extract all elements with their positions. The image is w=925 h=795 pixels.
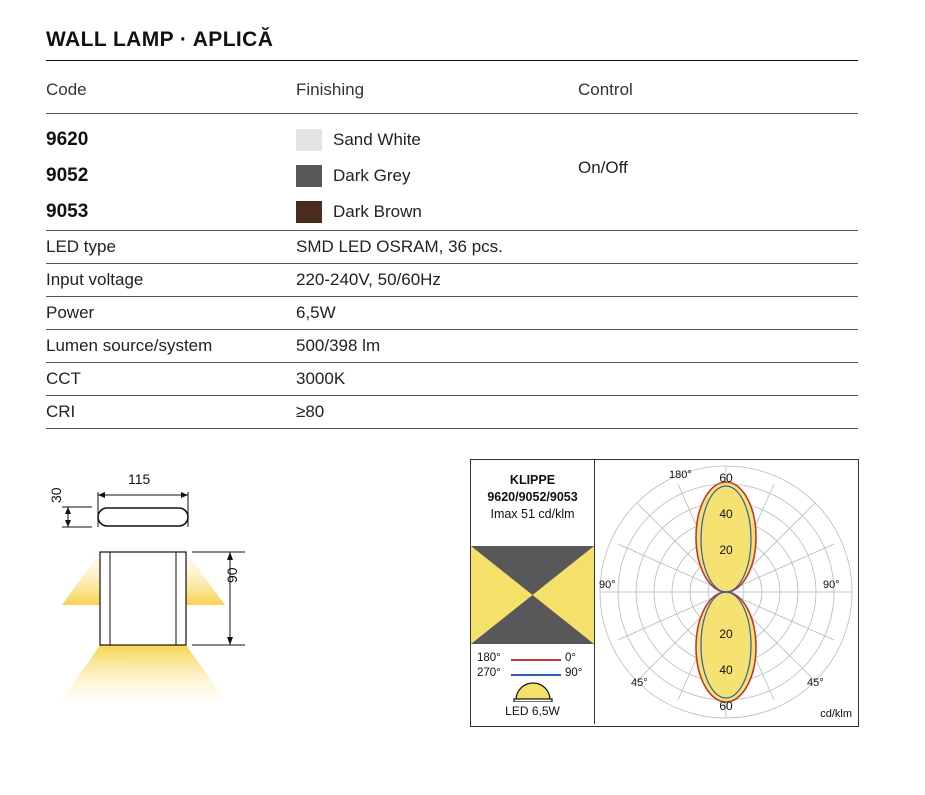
spec-row xyxy=(46,230,858,263)
control-value: On/Off xyxy=(578,158,628,177)
code-item: 9053 xyxy=(46,201,89,222)
polar-angle-180: 180° xyxy=(669,469,692,481)
legend-line-blue xyxy=(511,674,561,676)
legend-right-angle: 90° xyxy=(565,667,583,679)
svg-text:40: 40 xyxy=(719,507,733,521)
luminaire-beam-icon xyxy=(471,546,594,644)
svg-text:40: 40 xyxy=(719,663,733,677)
finish-item xyxy=(296,158,422,194)
divider-header xyxy=(46,113,858,114)
photometric-info-panel xyxy=(471,460,595,724)
led-chip-icon xyxy=(512,678,554,702)
spec-row xyxy=(46,395,858,429)
spec-label: Lumen source/system xyxy=(46,336,213,355)
led-power-label: LED 6,5W xyxy=(505,704,560,718)
svg-text:20: 20 xyxy=(719,543,733,557)
product-codes: 9620/9052/9053 xyxy=(487,490,578,504)
divider-title xyxy=(46,60,858,61)
photometric-diagram xyxy=(470,459,859,727)
code-item: 9052 xyxy=(46,165,89,186)
header-finishing: Finishing xyxy=(296,80,365,99)
polar-angle-left-45: 45° xyxy=(631,677,648,689)
page-title: WALL LAMP · APLICĂ xyxy=(46,28,274,51)
legend-row-c0 xyxy=(477,652,589,667)
imax-value: Imax 51 cd/klm xyxy=(490,507,575,521)
finish-item xyxy=(296,122,422,158)
polar-angle-right-45: 45° xyxy=(807,677,824,689)
header-code: Code xyxy=(46,80,87,99)
polar-plot-svg xyxy=(595,460,858,724)
svg-text:60: 60 xyxy=(719,471,733,485)
product-name: KLIPPE xyxy=(509,473,556,487)
legend-left-angle: 180° xyxy=(477,652,501,664)
spec-label: CCT xyxy=(46,369,81,388)
legend-line-red xyxy=(511,659,561,661)
color-swatch-dark-brown xyxy=(296,201,322,223)
polar-unit-label: cd/klm xyxy=(820,708,852,720)
spec-value: 500/398 lm xyxy=(296,336,381,355)
spec-table xyxy=(46,230,858,429)
finish-item xyxy=(296,194,422,230)
spec-value: 6,5W xyxy=(296,303,336,322)
spec-value: SMD LED OSRAM, 36 pcs. xyxy=(296,237,503,256)
dimension-drawing xyxy=(40,455,440,755)
spec-row xyxy=(46,296,858,329)
spec-value: ≥80 xyxy=(296,402,325,421)
spec-row xyxy=(46,362,858,395)
svg-text:60: 60 xyxy=(719,699,733,713)
color-swatch-dark-grey xyxy=(296,165,322,187)
legend-right-angle: 0° xyxy=(565,652,576,664)
spec-value: 220-240V, 50/60Hz xyxy=(296,270,441,289)
dimension-height-label: 90 xyxy=(224,567,240,583)
svg-text:20: 20 xyxy=(719,627,733,641)
photometric-titles xyxy=(471,472,594,523)
spec-label: LED type xyxy=(46,237,116,256)
dimension-depth-label: 30 xyxy=(48,487,64,503)
dimension-width-label: 115 xyxy=(128,471,151,487)
polar-plot xyxy=(595,460,858,724)
header-control: Control xyxy=(578,80,633,99)
polar-angle-left-90: 90° xyxy=(599,579,616,591)
polar-angle-right-90: 90° xyxy=(823,579,840,591)
code-item: 9620 xyxy=(46,129,89,150)
table-header-row xyxy=(46,80,858,110)
color-swatch-sand-white xyxy=(296,129,322,151)
code-list xyxy=(46,122,88,230)
legend-left-angle: 270° xyxy=(477,667,501,679)
spec-label: Input voltage xyxy=(46,270,144,289)
spec-label: CRI xyxy=(46,402,76,421)
finish-label: Sand White xyxy=(333,130,421,149)
finish-label: Dark Grey xyxy=(333,166,411,185)
spec-row xyxy=(46,329,858,362)
spec-row xyxy=(46,263,858,296)
dimension-svg xyxy=(40,455,440,755)
spec-value: 3000K xyxy=(296,369,346,388)
spec-label: Power xyxy=(46,303,95,322)
finish-label: Dark Brown xyxy=(333,202,422,221)
finish-list xyxy=(296,122,422,230)
